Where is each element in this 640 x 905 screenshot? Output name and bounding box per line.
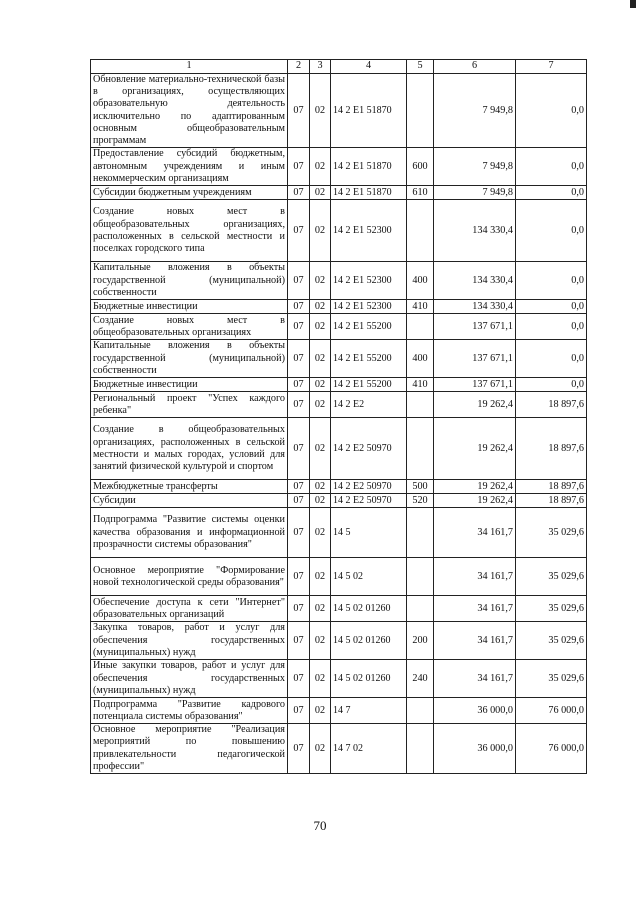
table-row [91, 392, 587, 418]
table-row [91, 300, 587, 314]
table-row [91, 340, 587, 378]
cell-amount-2: 18 897,6 [516, 392, 587, 418]
cell-target-article: 14 2 Е1 51870 [331, 74, 407, 148]
cell-subsection: 02 [310, 724, 331, 774]
cell-amount-1: 19 262,4 [434, 418, 516, 480]
cell-name: Создание новых мест в общеобразовательных организациях [91, 314, 288, 340]
budget-table [90, 59, 587, 774]
cell-target-article: 14 2 Е2 [331, 392, 407, 418]
cell-amount-1: 7 949,8 [434, 74, 516, 148]
cell-amount-1: 34 161,7 [434, 660, 516, 698]
cell-section: 07 [288, 378, 310, 392]
cell-expense-type [407, 200, 434, 262]
header-col-3: 3 [310, 60, 331, 74]
cell-name: Предоставление субсидий бюджетным, автономным учреждениям и иным некоммерческим организациям [91, 148, 288, 186]
cell-name: Обновление материально-технической базы в организациях, осуществляющих образовательную деятельность исключительно по адаптированным основным общеобразовательным программам [91, 74, 288, 148]
cell-name: Закупка товаров, работ и услуг для обеспечения государственных (муниципальных) нужд [91, 622, 288, 660]
cell-amount-2: 0,0 [516, 74, 587, 148]
cell-target-article: 14 2 Е1 55200 [331, 340, 407, 378]
cell-expense-type: 400 [407, 262, 434, 300]
cell-amount-2: 18 897,6 [516, 418, 587, 480]
cell-name: Иные закупки товаров, работ и услуг для обеспечения государственных (муниципальных) нужд [91, 660, 288, 698]
cell-subsection: 02 [310, 596, 331, 622]
cell-amount-1: 34 161,7 [434, 622, 516, 660]
cell-section: 07 [288, 508, 310, 558]
cell-amount-2: 18 897,6 [516, 494, 587, 508]
cell-subsection: 02 [310, 300, 331, 314]
cell-amount-1: 137 671,1 [434, 340, 516, 378]
cell-amount-2: 0,0 [516, 378, 587, 392]
table-header [91, 60, 587, 74]
cell-target-article: 14 5 [331, 508, 407, 558]
cell-section: 07 [288, 724, 310, 774]
table-row [91, 186, 587, 200]
cell-target-article: 14 7 02 [331, 724, 407, 774]
cell-name: Основное мероприятие "Реализация мероприятий по повышению привлекательности педагогической профессии" [91, 724, 288, 774]
cell-expense-type [407, 596, 434, 622]
cell-name: Субсидии бюджетным учреждениям [91, 186, 288, 200]
table-row [91, 622, 587, 660]
table-row [91, 724, 587, 774]
cell-section: 07 [288, 314, 310, 340]
cell-expense-type [407, 698, 434, 724]
cell-expense-type: 200 [407, 622, 434, 660]
header-row [91, 60, 587, 74]
cell-section: 07 [288, 186, 310, 200]
cell-amount-1: 137 671,1 [434, 378, 516, 392]
cell-amount-1: 34 161,7 [434, 596, 516, 622]
cell-name: Региональный проект "Успех каждого ребенка" [91, 392, 288, 418]
cell-target-article: 14 5 02 01260 [331, 596, 407, 622]
table-row [91, 698, 587, 724]
cell-section: 07 [288, 698, 310, 724]
cell-expense-type: 500 [407, 480, 434, 494]
cell-target-article: 14 5 02 01260 [331, 660, 407, 698]
table-row [91, 480, 587, 494]
cell-subsection: 02 [310, 558, 331, 596]
table-row [91, 596, 587, 622]
cell-target-article: 14 2 Е1 55200 [331, 378, 407, 392]
cell-target-article: 14 5 02 [331, 558, 407, 596]
cell-expense-type [407, 314, 434, 340]
cell-amount-1: 36 000,0 [434, 724, 516, 774]
cell-name: Субсидии [91, 494, 288, 508]
header-col-4: 4 [331, 60, 407, 74]
cell-target-article: 14 5 02 01260 [331, 622, 407, 660]
cell-target-article: 14 2 Е2 50970 [331, 418, 407, 480]
cell-amount-1: 7 949,8 [434, 148, 516, 186]
cell-section: 07 [288, 148, 310, 186]
cell-section: 07 [288, 262, 310, 300]
cell-subsection: 02 [310, 494, 331, 508]
cell-amount-1: 36 000,0 [434, 698, 516, 724]
table-row [91, 418, 587, 480]
cell-target-article: 14 2 Е1 55200 [331, 314, 407, 340]
cell-section: 07 [288, 596, 310, 622]
cell-section: 07 [288, 300, 310, 314]
cell-expense-type [407, 508, 434, 558]
cell-amount-1: 19 262,4 [434, 392, 516, 418]
cell-section: 07 [288, 200, 310, 262]
cell-target-article: 14 2 Е1 52300 [331, 300, 407, 314]
cell-name: Создание в общеобразовательных организациях, расположенных в сельской местности и малых городах, условий для занятий физической культурой и спортом [91, 418, 288, 480]
cell-expense-type [407, 74, 434, 148]
table-row [91, 148, 587, 186]
table-row [91, 314, 587, 340]
cell-section: 07 [288, 74, 310, 148]
cell-name: Подпрограмма "Развитие системы оценки качества образования и информационной прозрачности системы образования" [91, 508, 288, 558]
cell-target-article: 14 2 Е2 50970 [331, 480, 407, 494]
cell-expense-type: 400 [407, 340, 434, 378]
cell-target-article: 14 2 Е1 51870 [331, 148, 407, 186]
cell-target-article: 14 7 [331, 698, 407, 724]
cell-subsection: 02 [310, 480, 331, 494]
cell-amount-2: 76 000,0 [516, 724, 587, 774]
cell-section: 07 [288, 558, 310, 596]
cell-amount-2: 0,0 [516, 262, 587, 300]
cell-name: Основное мероприятие "Формирование новой технологической среды образования" [91, 558, 288, 596]
cell-section: 07 [288, 622, 310, 660]
table-row [91, 558, 587, 596]
cell-expense-type: 240 [407, 660, 434, 698]
corner-scan-mark [630, 0, 636, 8]
cell-subsection: 02 [310, 660, 331, 698]
page-number: 70 [313, 818, 327, 833]
cell-name: Бюджетные инвестиции [91, 378, 288, 392]
cell-subsection: 02 [310, 148, 331, 186]
cell-subsection: 02 [310, 262, 331, 300]
header-col-1: 1 [91, 60, 288, 74]
cell-amount-2: 0,0 [516, 340, 587, 378]
cell-subsection: 02 [310, 314, 331, 340]
cell-target-article: 14 2 Е1 52300 [331, 262, 407, 300]
cell-subsection: 02 [310, 508, 331, 558]
cell-expense-type [407, 392, 434, 418]
cell-amount-2: 35 029,6 [516, 508, 587, 558]
cell-amount-2: 35 029,6 [516, 558, 587, 596]
cell-section: 07 [288, 392, 310, 418]
table-row [91, 200, 587, 262]
cell-amount-2: 0,0 [516, 148, 587, 186]
cell-amount-2: 0,0 [516, 186, 587, 200]
cell-target-article: 14 2 Е1 51870 [331, 186, 407, 200]
cell-name: Межбюджетные трансферты [91, 480, 288, 494]
cell-amount-1: 7 949,8 [434, 186, 516, 200]
cell-amount-2: 0,0 [516, 300, 587, 314]
table-body [91, 74, 587, 774]
table-row [91, 508, 587, 558]
header-col-5: 5 [407, 60, 434, 74]
table-row [91, 74, 587, 148]
cell-subsection: 02 [310, 378, 331, 392]
cell-section: 07 [288, 494, 310, 508]
cell-subsection: 02 [310, 622, 331, 660]
cell-amount-2: 18 897,6 [516, 480, 587, 494]
table-row [91, 660, 587, 698]
cell-amount-2: 35 029,6 [516, 660, 587, 698]
cell-name: Подпрограмма "Развитие кадрового потенциала системы образования" [91, 698, 288, 724]
cell-name: Бюджетные инвестиции [91, 300, 288, 314]
table-row [91, 378, 587, 392]
cell-amount-1: 134 330,4 [434, 262, 516, 300]
cell-target-article: 14 2 Е2 50970 [331, 494, 407, 508]
cell-name: Создание новых мест в общеобразовательных организациях, расположенных в сельской местности и поселках городского типа [91, 200, 288, 262]
cell-subsection: 02 [310, 418, 331, 480]
cell-amount-2: 0,0 [516, 200, 587, 262]
cell-section: 07 [288, 418, 310, 480]
table-row [91, 262, 587, 300]
cell-amount-2: 0,0 [516, 314, 587, 340]
cell-expense-type [407, 418, 434, 480]
cell-section: 07 [288, 660, 310, 698]
cell-subsection: 02 [310, 392, 331, 418]
cell-amount-1: 19 262,4 [434, 494, 516, 508]
table-row [91, 494, 587, 508]
cell-target-article: 14 2 Е1 52300 [331, 200, 407, 262]
cell-expense-type: 410 [407, 300, 434, 314]
cell-expense-type: 520 [407, 494, 434, 508]
cell-amount-2: 76 000,0 [516, 698, 587, 724]
cell-subsection: 02 [310, 200, 331, 262]
cell-section: 07 [288, 340, 310, 378]
cell-name: Капитальные вложения в объекты государственной (муниципальной) собственности [91, 340, 288, 378]
cell-subsection: 02 [310, 186, 331, 200]
cell-name: Капитальные вложения в объекты государственной (муниципальной) собственности [91, 262, 288, 300]
cell-expense-type: 610 [407, 186, 434, 200]
cell-expense-type [407, 558, 434, 596]
cell-section: 07 [288, 480, 310, 494]
header-col-2: 2 [288, 60, 310, 74]
cell-amount-1: 19 262,4 [434, 480, 516, 494]
cell-name: Обеспечение доступа к сети "Интернет" образовательных организаций [91, 596, 288, 622]
cell-amount-1: 134 330,4 [434, 300, 516, 314]
cell-amount-1: 34 161,7 [434, 558, 516, 596]
cell-amount-2: 35 029,6 [516, 596, 587, 622]
cell-subsection: 02 [310, 74, 331, 148]
cell-amount-1: 137 671,1 [434, 314, 516, 340]
cell-amount-1: 34 161,7 [434, 508, 516, 558]
cell-expense-type [407, 724, 434, 774]
cell-expense-type: 600 [407, 148, 434, 186]
cell-subsection: 02 [310, 340, 331, 378]
header-col-6: 6 [434, 60, 516, 74]
cell-amount-2: 35 029,6 [516, 622, 587, 660]
header-col-7: 7 [516, 60, 587, 74]
cell-amount-1: 134 330,4 [434, 200, 516, 262]
cell-expense-type: 410 [407, 378, 434, 392]
cell-subsection: 02 [310, 698, 331, 724]
